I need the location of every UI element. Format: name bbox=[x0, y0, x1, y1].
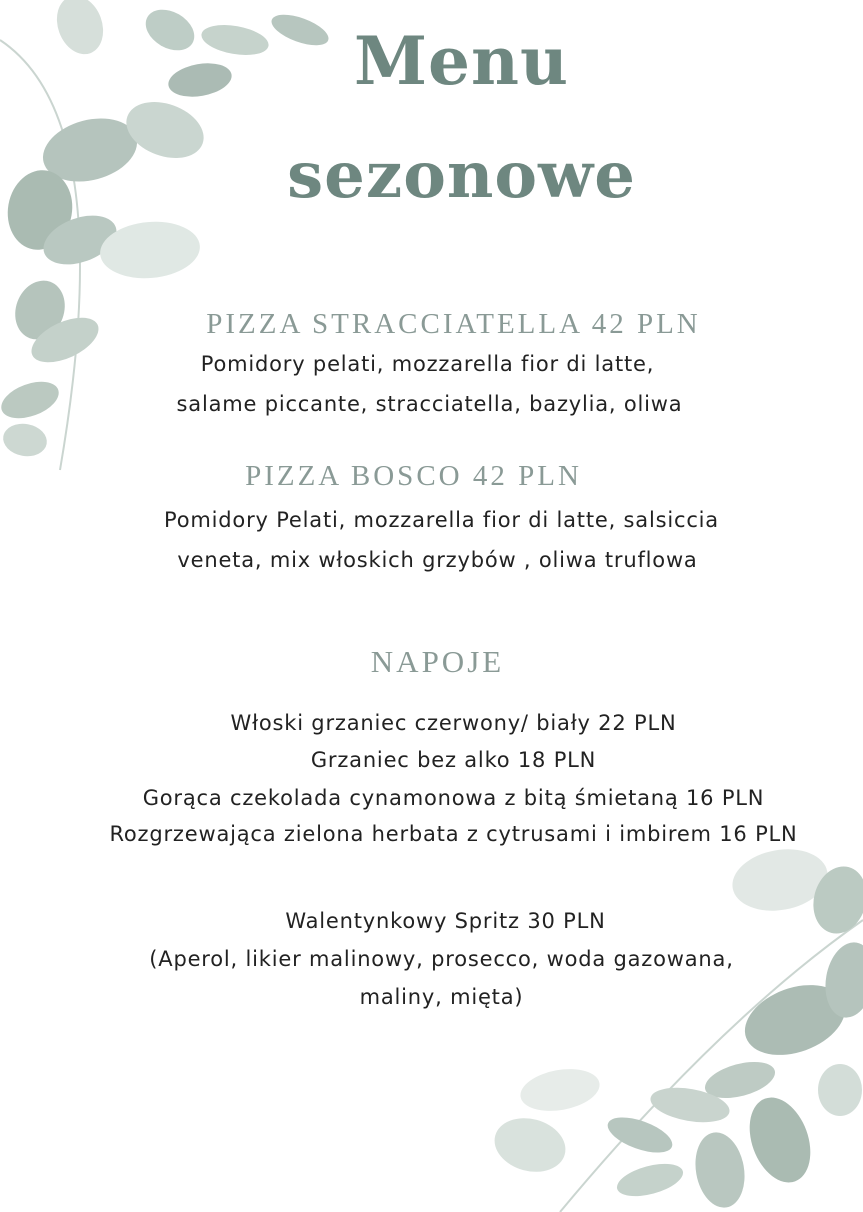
pizza2-desc-line1: Pomidory Pelati, mozzarella fior di latte, salsiccia bbox=[164, 508, 719, 532]
drink-item: Włoski grzaniec czerwony/ biały 22 PLN bbox=[230, 711, 677, 735]
pizza1-name: PIZZA STRACCIATELLA 42 PLN bbox=[206, 308, 701, 340]
special-drink-desc-line2: maliny, mięta) bbox=[359, 985, 524, 1009]
special-drink-name: Walentynkowy Spritz 30 PLN bbox=[285, 909, 606, 933]
drink-item: Grzaniec bez alko 18 PLN bbox=[310, 748, 597, 772]
pizza2-desc-line2: veneta, mix włoskich grzybów , oliwa truflowa bbox=[177, 548, 698, 572]
drink-item: Rozgrzewająca zielona herbata z cytrusami i imbirem 16 PLN bbox=[109, 822, 798, 846]
menu-title-line1: Menu bbox=[353, 22, 570, 100]
menu-title-line2: sezonowe bbox=[287, 138, 636, 213]
pizza1-desc-line1: Pomidory pelati, mozzarella fior di latte, bbox=[200, 352, 655, 376]
drink-item: Gorąca czekolada cynamonowa z bitą śmietaną 16 PLN bbox=[142, 786, 765, 810]
pizza1-desc-line2: salame piccante, stracciatella, bazylia, oliwa bbox=[176, 392, 683, 416]
special-drink-desc-line1: (Aperol, likier malinowy, prosecco, woda gazowana, bbox=[149, 947, 734, 971]
drinks-heading: NAPOJE bbox=[370, 644, 505, 679]
pizza2-name: PIZZA BOSCO 42 PLN bbox=[245, 460, 582, 492]
